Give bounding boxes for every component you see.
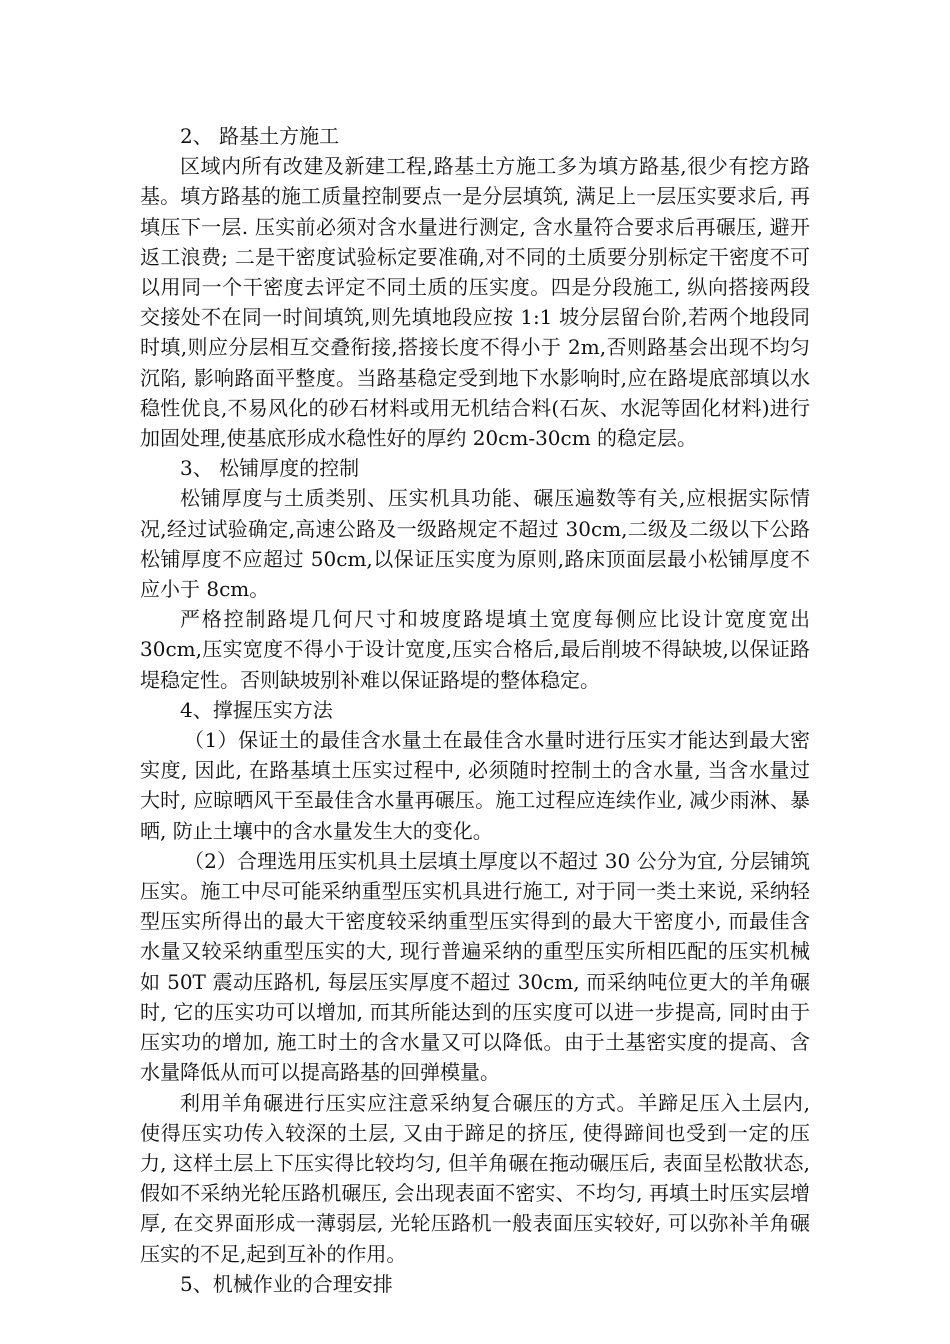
section-5-heading: 5、机械作业的合理安排 (180, 1271, 393, 1296)
section-2-paragraph: 区域内所有改建及新建工程,路基土方施工多为填方路基,很少有挖方路基。填方路基的施工质量控制要点一是分层填筑, 满足上一层压实要求后, 再填压下一层. 压实前必须对含水量进行测定, 含水量符合要求后再碾压, 避开返工浪费; 二是干密度试验标定要准确,对不同的土质要分别标定干密度不可以用同一个干密度去评定不同土质的压实度。四是分段施工, 纵向搭接两段交接处不在同一时间填筑,则先填地段应按 1:1 坡分层留台阶,若两个地段同时填,则应分层相互交叠衔接,搭接长度不得小于 2m,否则路基会出现不均匀沉陷, 影响路面平整度。当路基稳定受到地下水影响时,应在路堤底部填以水稳性优良,不易风化的砂石材料或用无机结合料(石灰、水泥等固化材料)进行加固处理,使基底形成水稳性好的厚约 20cm-30cm 的稳定层。 (140, 154, 810, 451)
section-3-paragraph-1: 松铺厚度与土质类别、压实机具功能、碾压遍数等有关,应根据实际情况,经过试验确定,高速公路及一级路规定不超过 30cm,二级及二级以下公路松铺厚度不应超过 50cm,以保证压实度为原则,路床顶面层最小松铺厚度不应小于 8cm。 (140, 486, 810, 602)
section-3-paragraph-2: 严格控制路堤几何尺寸和坡度路堤填土宽度每侧应比设计宽度宽出 30cm,压实宽度不得小于设计宽度,压实合格后,最后削坡不得缺坡,以保证路堤稳定性。否则缺坡别补难以保证路堤的整体稳定。 (140, 607, 810, 692)
section-4-heading: 4、撑握压实方法 (180, 697, 333, 722)
section-4-item-1: （1）保证土的最佳含水量土在最佳含水量时进行压实才能达到最大密实度, 因此, 在路基填土压实过程中, 必须随时控制土的含水量, 当含水量过大时, 应晾晒风干至最佳含水量再碾压。施工过程应连续作业, 减少雨淋、暴晒, 防止土壤中的含水量发生大的变化。 (140, 728, 810, 843)
section-4-paragraph-3: 利用羊角碾进行压实应注意采纳复合碾压的方式。羊蹄足压入土层内, 使得压实功传入较深的土层, 又由于蹄足的挤压, 使得蹄间也受到一定的压力, 这样土层上下压实得比较均匀, 但羊角碾在拖动碾压后, 表面呈松散状态, 假如不采纳光轮压路机碾压, 会出现表面不密实、不均匀, 再填土时压实层增厚, 在交界面形成一薄弱层, 光轮压路机一般表面压实较好, 可以弥补羊角碾压实的不足,起到互补的作用。 (140, 1090, 810, 1266)
section-2-heading: 2、 路基土方施工 (180, 124, 340, 148)
section-3-heading: 3、 松铺厚度的控制 (180, 456, 360, 481)
section-4-item-2: （2）合理选用压实机具土层填土厚度以不超过 30 公分为宜, 分层铺筑压实。施工中尽可能采纳重型压实机具进行施工, 对于同一类土来说, 采纳轻型压实所得出的最大干密度较采纳重型压实得到的最大干密度小, 而最佳含水量又较采纳重型压实的大, 现行普遍采纳的重型压实所相匹配的压实机械如 50T 震动压路机, 每层压实厚度不超过 30cm, 而采纳吨位更大的羊角碾时, 它的压实功可以增加, 而其所能达到的压实度可以进一步提高, 同时由于压实功的增加, 施工时土的含水量又可以降低。由于土基密实度的提高、含水量降低从而可以提高路基的回弹模量。 (140, 848, 810, 1085)
document-body (140, 121, 810, 1299)
